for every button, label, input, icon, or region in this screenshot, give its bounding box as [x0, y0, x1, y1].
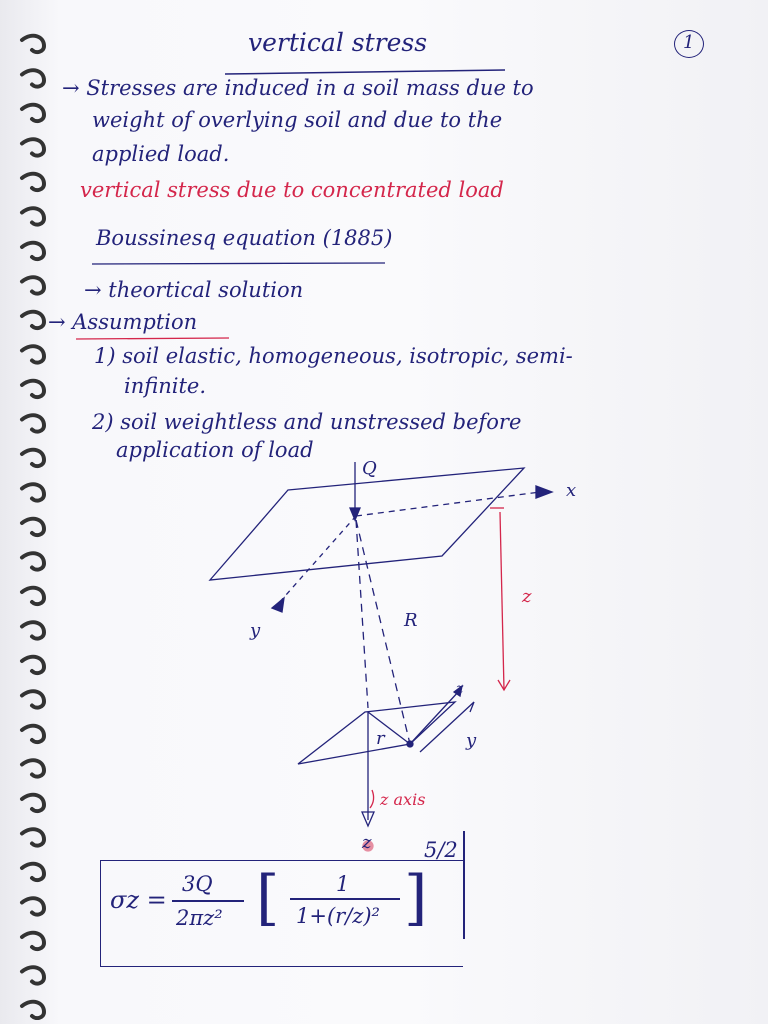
- boussinesq-heading: Boussinesq equation (1885): [96, 226, 393, 250]
- x-axis-line: [356, 492, 540, 516]
- formula-numerator: 3Q: [182, 872, 213, 896]
- load-label: Q: [362, 458, 377, 479]
- right-bracket: ]: [404, 863, 428, 933]
- formula-exponent: 5/2: [424, 838, 458, 862]
- assumption-label: → Assumption: [48, 310, 198, 334]
- red-heading: vertical stress due to concentrated load: [80, 178, 504, 202]
- theory-line: → theortical solution: [84, 278, 304, 302]
- formula-lhs: σz =: [110, 886, 167, 914]
- formula-fraction-bar: [172, 900, 244, 902]
- assumption-2-line-2: application of load: [116, 438, 314, 462]
- assumption-1-line-1: 1) soil elastic, homogeneous, isotropic, semi-: [94, 344, 573, 368]
- left-bracket: [: [256, 863, 280, 933]
- stress-line-3: applied load.: [92, 142, 230, 166]
- vertical-dashed: [356, 520, 368, 708]
- z-axis-label: z axis: [380, 790, 426, 809]
- z-bottom-label: z: [362, 832, 372, 853]
- small-z-label: z: [456, 681, 464, 697]
- r-label: R: [404, 610, 418, 631]
- formula-denominator: 2πz²: [176, 906, 223, 930]
- inner-fraction-bar: [290, 898, 400, 900]
- inner-numerator: 1: [336, 872, 350, 896]
- assumption-1-line-2: infinite.: [124, 374, 207, 398]
- y-axis-line: [278, 516, 356, 604]
- page-title: vertical stress: [248, 28, 428, 57]
- x-axis-arrow: [536, 486, 552, 498]
- z-depth-line: [500, 512, 504, 690]
- x-axis-label: x: [566, 480, 577, 501]
- y-axis-label: y: [250, 620, 261, 641]
- stress-line-1: → Stresses are induced in a soil mass due to: [62, 76, 534, 100]
- small-r-label: r: [376, 728, 385, 749]
- page-number: 1: [683, 32, 695, 53]
- inner-denominator: 1+(r/z)²: [296, 904, 380, 928]
- stress-line-2: weight of overlying soil and due to the: [92, 108, 503, 132]
- z-depth-label: z: [522, 586, 532, 607]
- small-y-label: y: [466, 730, 477, 751]
- assumption-2-line-1: 2) soil weightless and unstressed before: [92, 410, 522, 434]
- small-z-line: [410, 690, 460, 744]
